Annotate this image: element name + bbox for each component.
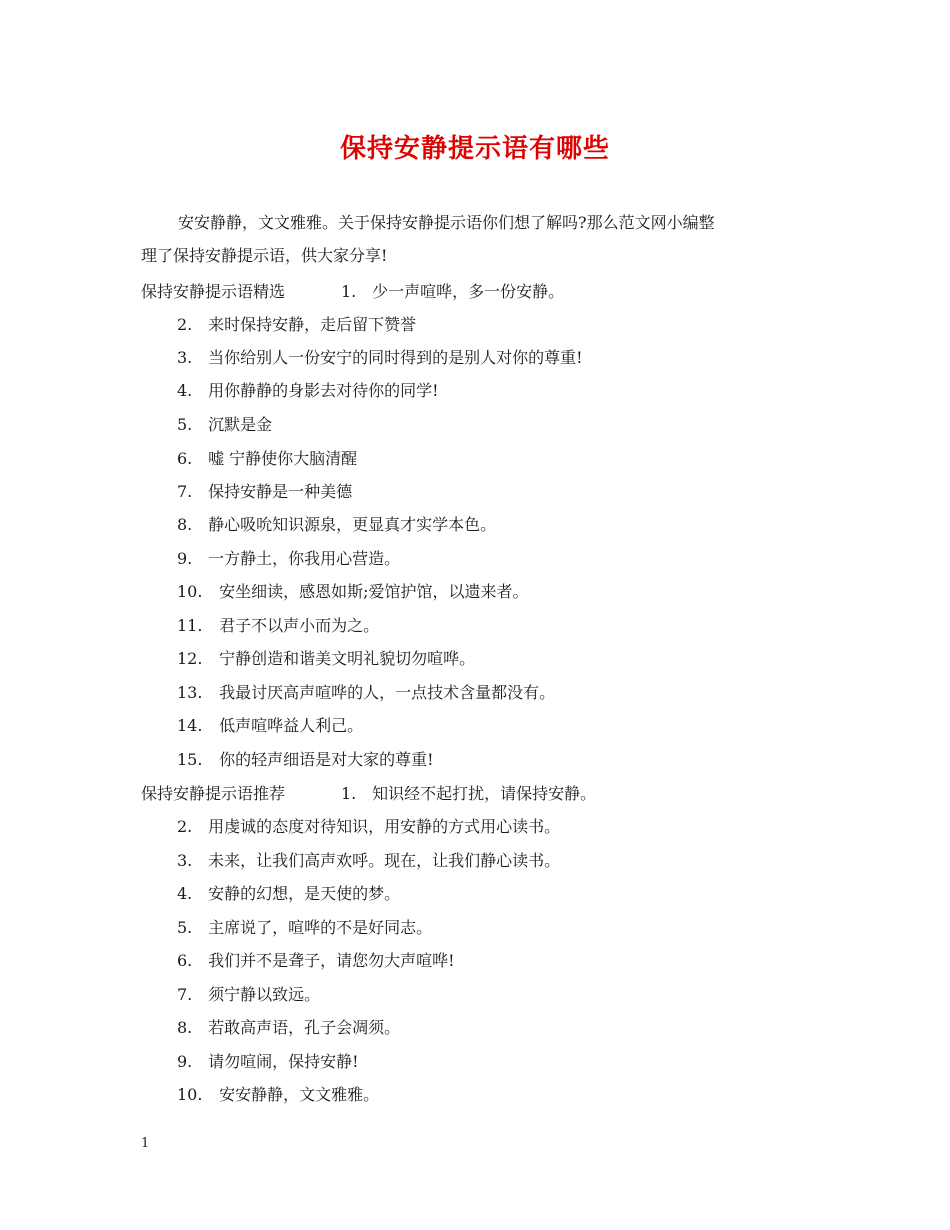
- list-item-number: 4.: [177, 381, 193, 400]
- list-item: [177, 514, 496, 536]
- list-item-text: 我们并不是聋子，请您勿大声喧哗!: [208, 951, 455, 970]
- intro-line-2: 理了保持安静提示语，供大家分享!: [141, 246, 388, 265]
- list-item-text: 须宁静以致远。: [208, 985, 321, 1004]
- list-item-number: 9.: [177, 549, 193, 568]
- list-item-text: 低声喧哗益人利己。: [219, 716, 364, 735]
- list-item-text: 主席说了，喧哗的不是好同志。: [208, 918, 433, 937]
- list-item-number: 8.: [177, 1018, 193, 1037]
- list-item-text: 保持安静是一种美德: [208, 482, 353, 501]
- list-item-number: 13.: [177, 683, 203, 702]
- list-item: [177, 1084, 379, 1106]
- list-item: [177, 1017, 400, 1039]
- intro-paragraph: [141, 206, 821, 272]
- list-item-number: 14.: [177, 716, 203, 735]
- list-item-text: 你的轻声细语是对大家的尊重!: [219, 750, 434, 769]
- list-item: [177, 347, 583, 369]
- document-title: 保持安静提示语有哪些: [339, 134, 610, 164]
- list-item: [177, 749, 434, 771]
- list-item-number: 12.: [177, 649, 203, 668]
- list-item-number: 2.: [177, 817, 193, 836]
- list-item-number: 9.: [177, 1052, 193, 1071]
- list-item: [177, 682, 555, 704]
- list-item-number: 10.: [177, 582, 203, 601]
- list-item-text: 沉默是金: [208, 415, 273, 434]
- intro-line-1: 安安静静，文文雅雅。关于保持安静提示语你们想了解吗?那么范文网小编整: [178, 213, 715, 232]
- section1-heading-row: [141, 281, 564, 303]
- list-item-text: 当你给别人一份安宁的同时得到的是别人对你的尊重!: [208, 348, 583, 367]
- list-item-number: 5.: [177, 415, 193, 434]
- list-item: [177, 314, 416, 336]
- list-item-number: 3.: [177, 851, 193, 870]
- list-item: [177, 816, 560, 838]
- list-item-text: 宁静创造和谐美文明礼貌切勿喧哗。: [219, 649, 476, 668]
- list-item: [177, 615, 379, 637]
- list-item-number: 4.: [177, 884, 193, 903]
- list-item-text: 我最讨厌高声喧哗的人，一点技术含量都没有。: [219, 683, 556, 702]
- list-item: [177, 380, 439, 402]
- list-item-text: 知识经不起打扰，请保持安静。: [372, 784, 597, 803]
- list-item: [177, 481, 352, 503]
- section2-heading: 保持安静提示语推荐: [141, 784, 286, 803]
- list-item-text: 静心吸吮知识源泉，更显真才实学本色。: [208, 515, 497, 534]
- list-item-number: 7.: [177, 985, 193, 1004]
- list-item-number: 7.: [177, 482, 193, 501]
- list-item: [177, 448, 357, 470]
- list-item-number: 1.: [341, 282, 357, 301]
- list-item-text: 未来，让我们高声欢呼。现在，让我们静心读书。: [208, 851, 561, 870]
- list-item: [177, 648, 475, 670]
- list-item-number: 10.: [177, 1085, 203, 1104]
- list-item-number: 1.: [341, 784, 357, 803]
- page-number: 1: [141, 1136, 150, 1151]
- list-item-number: 6.: [177, 449, 193, 468]
- list-item: [177, 984, 320, 1006]
- list-item-text: 少一声喧哗，多一份安静。: [372, 282, 565, 301]
- list-item-text: 安静的幻想，是天使的梦。: [208, 884, 401, 903]
- list-item-text: 请勿喧闹，保持安静!: [208, 1052, 359, 1071]
- list-item-number: 5.: [177, 918, 193, 937]
- list-item-text: 用虔诚的态度对待知识，用安静的方式用心读书。: [208, 817, 561, 836]
- list-item: [177, 950, 455, 972]
- list-item: [177, 883, 400, 905]
- list-item: [177, 581, 529, 603]
- section1-heading: 保持安静提示语精选: [141, 282, 286, 301]
- list-item-text: 君子不以声小而为之。: [219, 616, 380, 635]
- list-item-number: 6.: [177, 951, 193, 970]
- list-item: [177, 414, 272, 436]
- list-item: [177, 917, 432, 939]
- section2-heading-row: [141, 783, 596, 805]
- list-item-text: 嘘 宁静使你大脑清醒: [208, 449, 358, 468]
- list-item-number: 15.: [177, 750, 203, 769]
- list-item: [177, 715, 363, 737]
- list-item: [177, 548, 400, 570]
- list-item-text: 安坐细读，感恩如斯;爱馆护馆，以遗来者。: [219, 582, 529, 601]
- list-item-text: 一方静土，你我用心营造。: [208, 549, 401, 568]
- list-item-number: 3.: [177, 348, 193, 367]
- list-item-text: 安安静静，文文雅雅。: [219, 1085, 380, 1104]
- list-item-number: 11.: [177, 616, 203, 635]
- list-item: [177, 1051, 359, 1073]
- list-item-number: 8.: [177, 515, 193, 534]
- list-item: [177, 850, 560, 872]
- list-item-text: 若敢高声语，孔子会凋须。: [208, 1018, 401, 1037]
- list-item-text: 来时保持安静，走后留下赞誉: [208, 315, 417, 334]
- list-item-text: 用你静静的身影去对待你的同学!: [208, 381, 439, 400]
- list-item-number: 2.: [177, 315, 193, 334]
